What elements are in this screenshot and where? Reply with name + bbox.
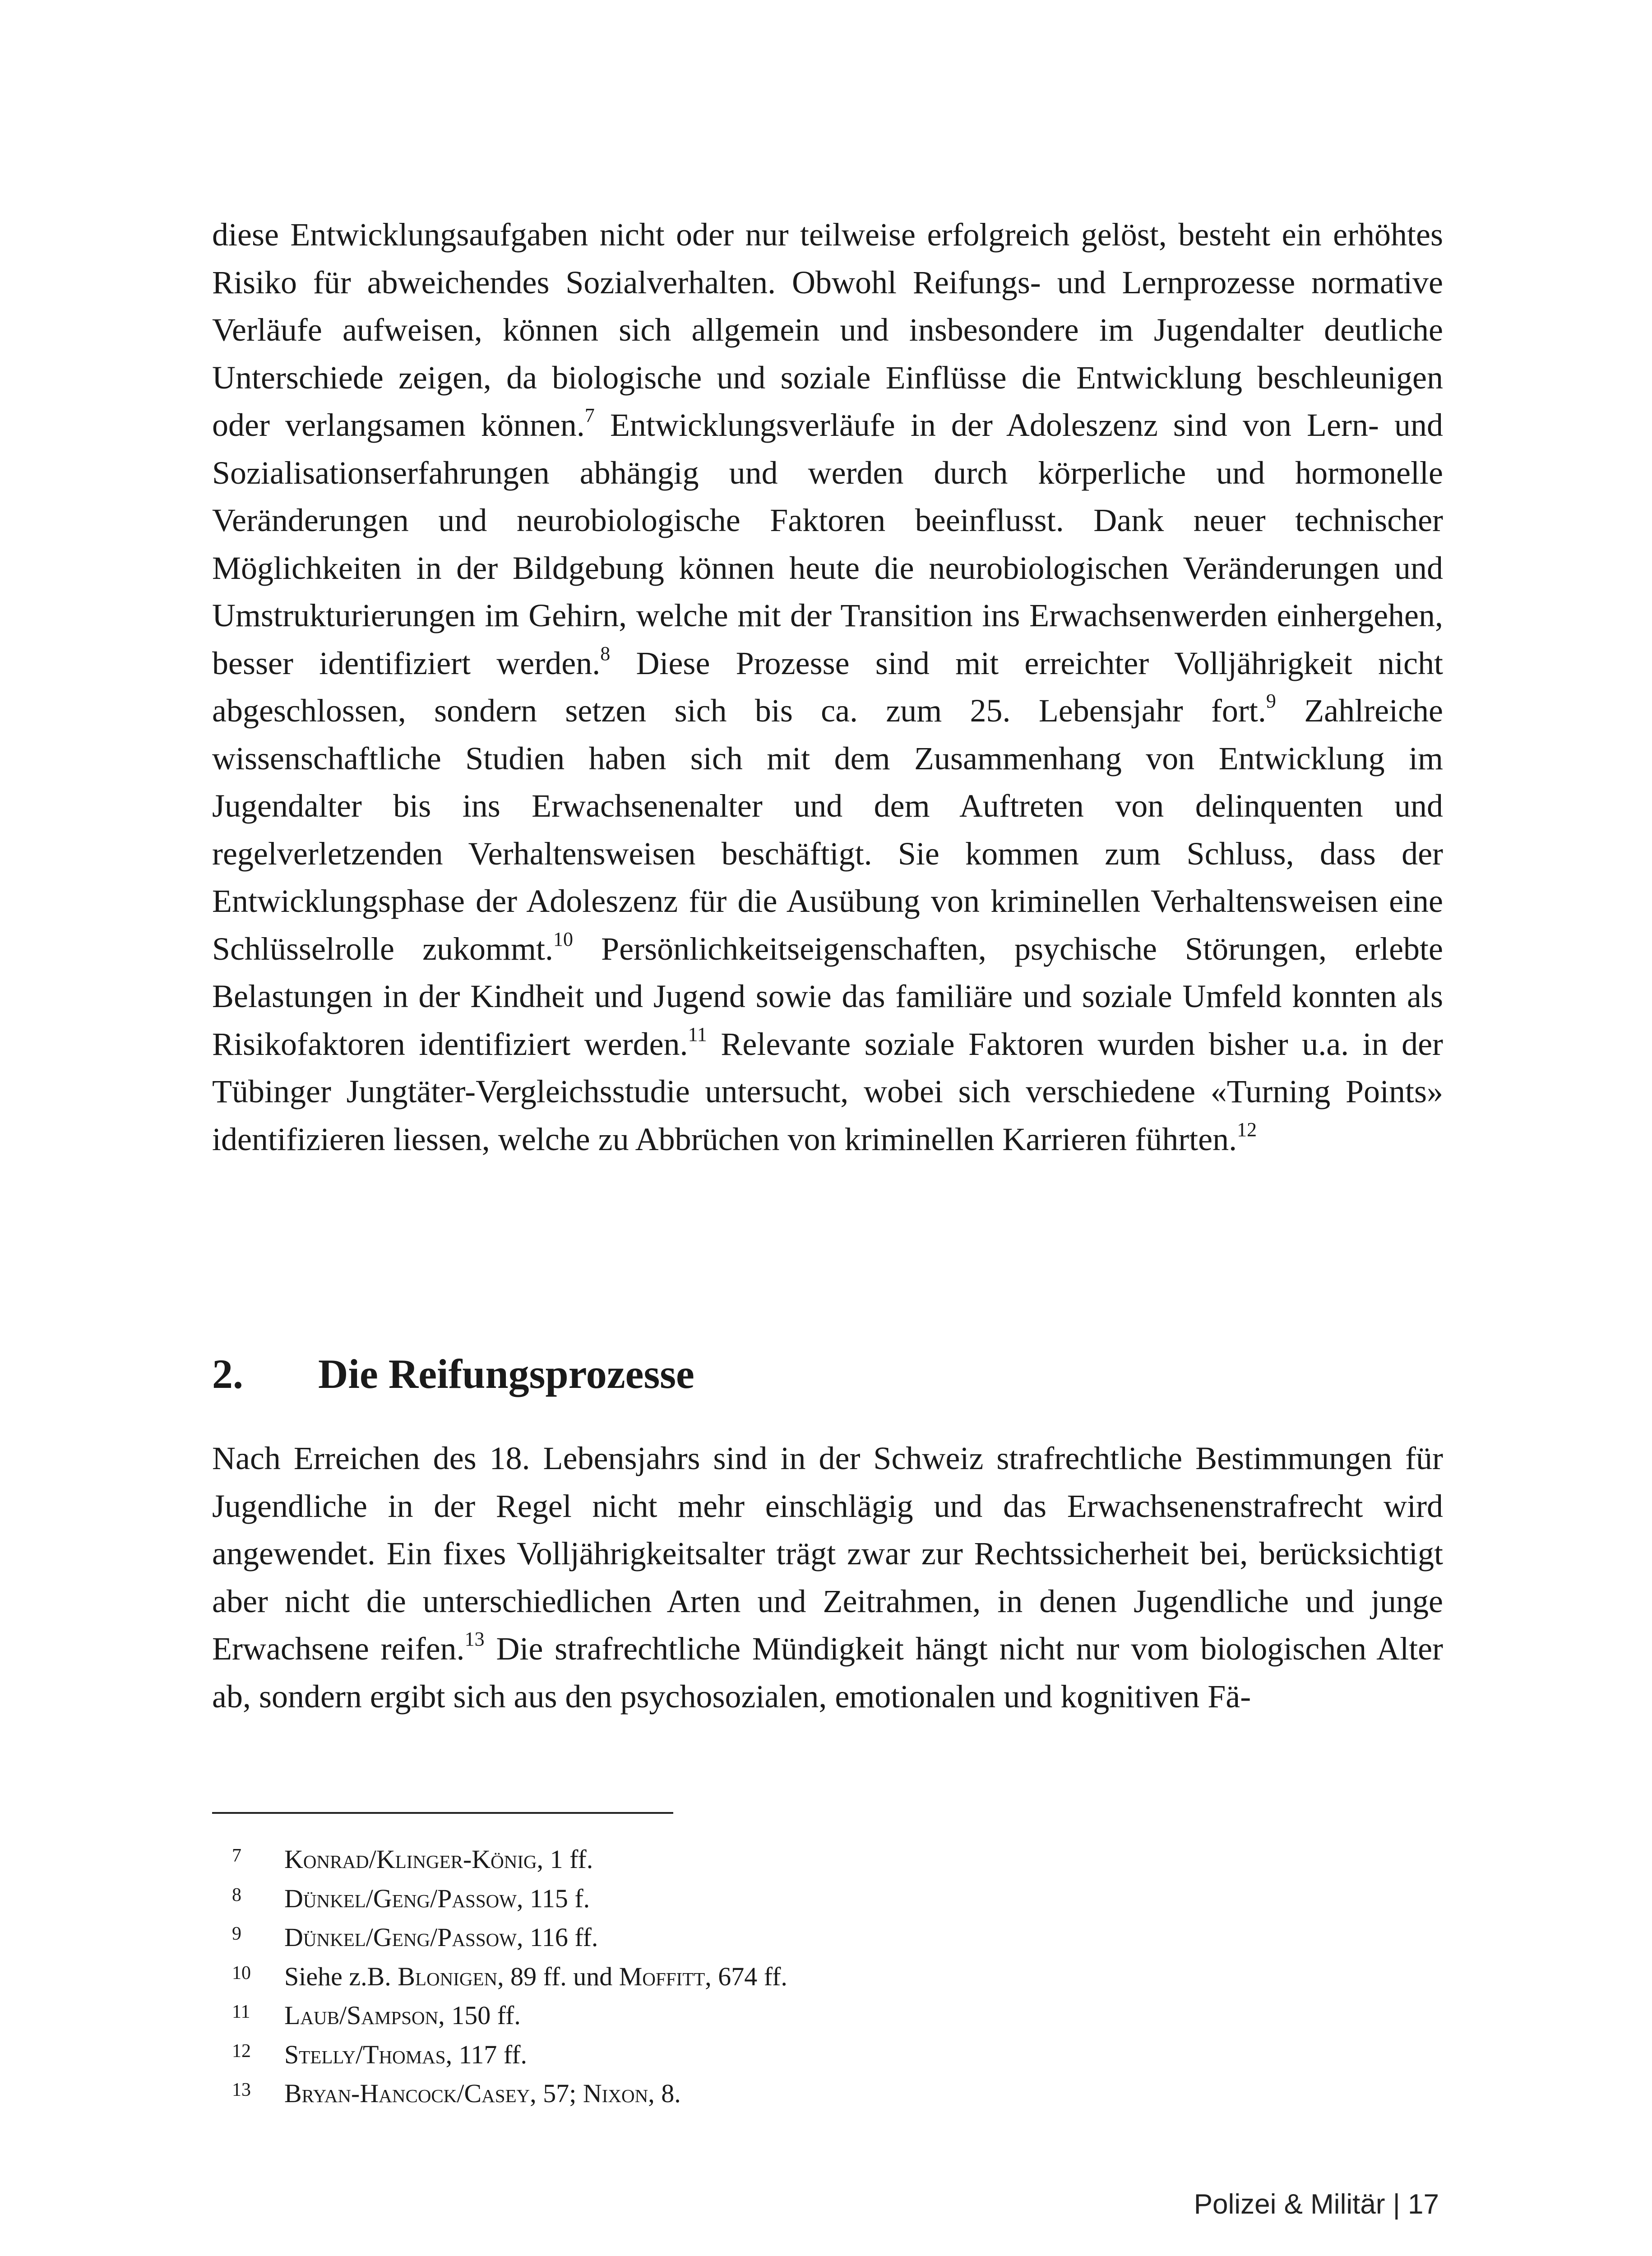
footnote-ref-9[interactable]: 9 (1266, 690, 1276, 712)
footnote-number: 11 (232, 2002, 250, 2022)
paragraph-text: Persönlichkeitseigenschaften, psychische Störungen, erlebte Belastungen in der Kindheit und Jugend sowie das familiäre und soziale Umfeld konnten als Risikofaktoren identifiziert werden. (212, 930, 1444, 1062)
footnote-text: , 116 ff. (516, 1923, 598, 1952)
body-paragraph-2 (212, 1435, 1443, 1720)
footnote-number: 10 (232, 1962, 251, 1983)
footnote-13 (212, 2071, 1430, 2110)
footnote-text: , 8. (648, 2079, 681, 2108)
footnote-authors: Konrad/Klinger-König (284, 1845, 537, 1874)
paragraph-text: Nach Erreichen des 18. Lebensjahrs sind in der Schweiz strafrechtliche Bestimmungen für Jugendliche in der Regel nicht mehr einschlägig und das Erwachsenenstrafrecht wird angewendet. Ein fixes Volljährigkeitsalter trägt zwar zur Rechtssicherheit bei, berücksichtigt aber nicht die unterschiedlichen Arten und Zeitrahmen, in denen Jugendliche und junge Erwachsene reifen. (212, 1440, 1443, 1667)
body-paragraph-1 (212, 211, 1443, 1163)
footnote-number: 7 (232, 1845, 241, 1866)
footnote-text: , 57; (530, 2079, 583, 2108)
footnote-authors: Nixon (583, 2079, 648, 2108)
footnote-number: 13 (232, 2080, 251, 2100)
footnote-authors: Dünkel/Geng/Passow (284, 1883, 517, 1913)
paragraph-text: Die strafrechtliche Mündigkeit hängt nicht nur vom biologischen Alter ab, sondern ergibt sich aus den psychosozialen, emotionalen und kognitiven Fä- (212, 1631, 1444, 1715)
footnote-text: , 674 ff. (705, 1961, 787, 1991)
footnote-authors: Stelly/Thomas (284, 2039, 446, 2069)
footnote-text: , 117 ff. (445, 2039, 528, 2069)
footnote-9 (212, 1914, 1430, 1954)
footnote-ref-10[interactable]: 10 (553, 928, 574, 950)
footnotes (212, 1836, 1430, 2110)
footnote-divider (212, 1812, 673, 1814)
footnote-ref-8[interactable]: 8 (600, 642, 611, 665)
paragraph-text: Diese Prozesse sind mit erreichter Volljährigkeit nicht abgeschlossen, sondern setzen sich bis ca. zum 25. Lebensjahr fort. (212, 645, 1443, 729)
section-heading (212, 1347, 694, 1401)
footnote-ref-7[interactable]: 7 (584, 404, 595, 426)
footnote-text: , 150 ff. (438, 2001, 521, 2030)
footnote-authors: Bryan-Hancock/Casey (284, 2079, 530, 2108)
footnote-authors: Blonigen (398, 1961, 498, 1991)
footnote-ref-13[interactable]: 13 (464, 1628, 485, 1650)
footnote-ref-11[interactable]: 11 (688, 1023, 707, 1045)
paragraph-text: Entwicklungsverläufe in der Adoleszenz sind von Lern- und Sozialisationserfahrungen abhängig und werden durch körperliche und hormonelle Veränderungen und neurobiologische Faktoren beeinflusst. Dank neuer technischer Möglichkeiten in der Bildgebung können heute die neurobiologischen Veränderungen und Umstrukturierungen im Gehirn, welche mit der Transition ins Erwachsenwerden einhergehen, besser identifiziert werden. (212, 407, 1443, 681)
footnote-7 (212, 1836, 1430, 1876)
section-number: 2. (212, 1351, 243, 1397)
footnote-text: , 89 ff. und (497, 1961, 619, 1991)
footnote-ref-12[interactable]: 12 (1237, 1118, 1257, 1141)
page-footer: Polizei & Militär | 17 (1194, 2189, 1439, 2220)
footnote-text: Siehe z.B. (284, 1961, 398, 1991)
paragraph-text: Relevante soziale Faktoren wurden bisher u.a. in der Tübinger Jungtäter-Vergleichsstudie untersucht, wobei sich verschiedene «Turning Points» identifizieren liessen, welche zu Abbrüchen von kriminellen Karrieren führten. (212, 1026, 1444, 1157)
footnote-authors: Dünkel/Geng/Passow (284, 1923, 517, 1952)
footnote-8 (212, 1876, 1430, 1915)
footnote-11 (212, 1992, 1430, 2032)
footnote-number: 8 (232, 1884, 241, 1905)
paragraph-text: Zahlreiche wissenschaftliche Studien haben sich mit dem Zusammenhang von Entwicklung im Jugendalter bis ins Erwachsenenalter und dem Auftreten von delinquenten und regelverletzenden Verhaltensweisen beschäftigt. Sie kommen zum Schluss, dass der Entwicklungsphase der Adoleszenz für die Ausübung von kriminellen Verhaltensweisen eine Schlüsselrolle zukommt. (212, 693, 1443, 967)
footnote-authors: Laub/Sampson (284, 2001, 439, 2030)
section-title: Die Reifungsprozesse (318, 1351, 694, 1397)
footnote-text: , 115 f. (516, 1883, 590, 1913)
footnote-10 (212, 1954, 1430, 1993)
footnote-authors: Moffitt (619, 1961, 705, 1991)
footnote-number: 9 (232, 1923, 241, 1944)
footnote-number: 12 (232, 2040, 251, 2062)
paragraph-text: diese Entwicklungsaufgaben nicht oder nur teilweise erfolgreich gelöst, besteht ein erhöhtes Risiko für abweichendes Sozialverhalten. Obwohl Reifungs- und Lernprozesse normative Verläufe aufweisen, können sich allgemein und insbesondere im Jugendalter deutliche Unterschiede zeigen, da biologische und soziale Einflüsse die Entwicklung beschleunigen oder verlangsamen können. (212, 217, 1443, 443)
footnote-text: , 1 ff. (537, 1845, 593, 1874)
footnote-12 (212, 2032, 1430, 2071)
